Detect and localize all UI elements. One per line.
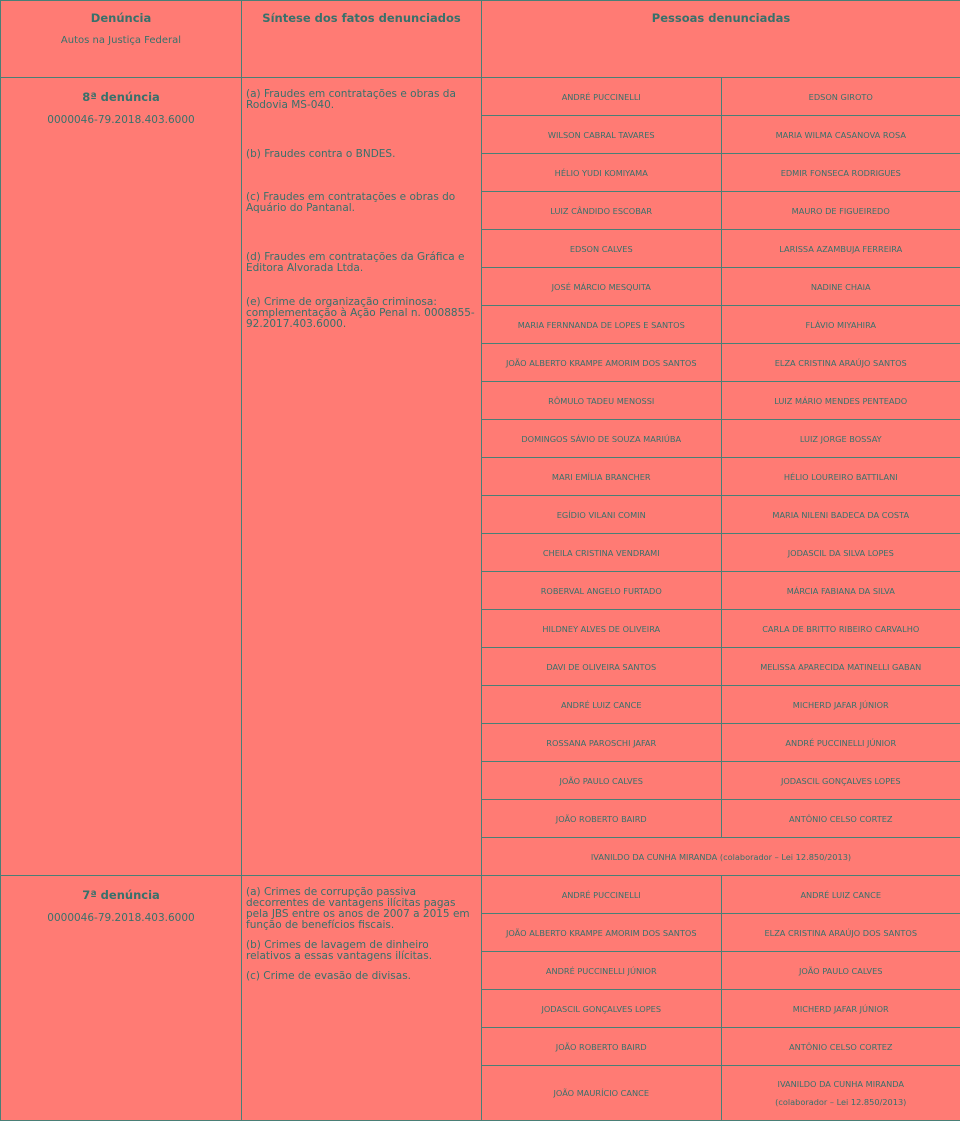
denuncia-title: 8ª denúncia: [1, 90, 241, 104]
person-name: JOÃO PAULO CALVES: [721, 952, 960, 990]
person-row: [482, 648, 960, 686]
person-row: [482, 1028, 960, 1066]
person-row: [482, 306, 960, 344]
person-name: FLÁVIO MIYAHIRA: [721, 306, 960, 344]
person-name: ELZA CRISTINA ARAÚJO SANTOS: [721, 344, 960, 382]
person-name: IVANILDO DA CUNHA MIRANDA (colaborador – Lei 12.850/2013): [482, 838, 960, 876]
denuncia-cell: [1, 876, 242, 1121]
person-name: ANDRÉ PUCCINELLI: [482, 78, 721, 116]
people-list: [482, 78, 960, 875]
collaborator-note: (colaborador – Lei 12.850/2013): [722, 1097, 960, 1107]
sintese-cell: [242, 876, 482, 1121]
person-name: NADINE CHAIA: [721, 268, 960, 306]
person-row: [482, 762, 960, 800]
person-name: LUIZ CÂNDIDO ESCOBAR: [482, 192, 721, 230]
fact-item: (b) Crimes de lavagem de dinheiro relativos a essas vantagens ilícitas.: [246, 940, 477, 962]
person-name: MAURO DE FIGUEIREDO: [721, 192, 960, 230]
person-row: [482, 382, 960, 420]
fact-item: (c) Crime de evasão de divisas.: [246, 971, 477, 982]
person-name: ANDRÉ LUIZ CANCE: [482, 686, 721, 724]
person-name: EGÍDIO VILANI COMIN: [482, 496, 721, 534]
denuncia-process: 0000046-79.2018.403.6000: [1, 114, 241, 126]
header-denuncia: [1, 1, 242, 78]
person-name: JOÃO PAULO CALVES: [482, 762, 721, 800]
denuncia-cell: [1, 78, 242, 876]
header-denuncia-title: Denúncia: [91, 11, 151, 25]
fact-item: (b) Fraudes contra o BNDES.: [246, 149, 477, 192]
person-name: ANDRÉ PUCCINELLI: [482, 876, 721, 914]
person-name: JODASCIL GONÇALVES LOPES: [721, 762, 960, 800]
person-name: LARISSA AZAMBUJA FERREIRA: [721, 230, 960, 268]
person-name: ANDRÉ PUCCINELLI JÚNIOR: [482, 952, 721, 990]
person-name: ROSSANA PAROSCHI JAFAR: [482, 724, 721, 762]
person-name: ELZA CRISTINA ARAÚJO DOS SANTOS: [721, 914, 960, 952]
person-row: [482, 230, 960, 268]
person-row: [482, 496, 960, 534]
person-name: MARI EMÍLIA BRANCHER: [482, 458, 721, 496]
person-name: HÉLIO LOUREIRO BATTILANI: [721, 458, 960, 496]
fact-item: (e) Crime de organização criminosa: complementação à Ação Penal n. 0008855-92.2017.403.6000.: [246, 297, 477, 330]
person-name: MICHERD JAFAR JÚNIOR: [721, 990, 960, 1028]
header-row: [1, 1, 960, 78]
person-name: JOÃO ROBERTO BAIRD: [482, 800, 721, 838]
person-name: HILDNEY ALVES DE OLIVEIRA: [482, 610, 721, 648]
person-name: DAVI DE OLIVEIRA SANTOS: [482, 648, 721, 686]
person-row: [482, 610, 960, 648]
person-name: MARIA WILMA CASANOVA ROSA: [721, 116, 960, 154]
person-row-footer: [482, 838, 960, 876]
person-name: CHEILA CRISTINA VENDRAMI: [482, 534, 721, 572]
person-name: ANDRÉ LUIZ CANCE: [721, 876, 960, 914]
person-name: ANDRÉ PUCCINELLI JÚNIOR: [721, 724, 960, 762]
person-name: MICHERD JAFAR JÚNIOR: [721, 686, 960, 724]
fact-item: (a) Crimes de corrupção passiva decorrentes de vantagens ilícitas pagas pela JBS entre os anos de 2007 a 2015 em função de benefícios fiscais.: [246, 887, 477, 931]
person-name: EDSON GIROTO: [721, 78, 960, 116]
header-sintese: Síntese dos fatos denunciados: [242, 1, 482, 78]
person-name: MARIA NILENI BADECA DA COSTA: [721, 496, 960, 534]
person-row: [482, 724, 960, 762]
person-name: ROBERVAL ANGELO FURTADO: [482, 572, 721, 610]
person-name: LUIZ JORGE BOSSAY: [721, 420, 960, 458]
person-row: [482, 914, 960, 952]
person-name: JODASCIL GONÇALVES LOPES: [482, 990, 721, 1028]
denuncia-process: 0000046-79.2018.403.6000: [1, 912, 241, 924]
person-row: [482, 1066, 960, 1121]
denuncia-title: 7ª denúncia: [1, 888, 241, 902]
header-pessoas: Pessoas denunciadas: [482, 1, 960, 78]
person-row: [482, 572, 960, 610]
header-denuncia-sub: Autos na Justiça Federal: [1, 35, 241, 46]
fact-item: (c) Fraudes em contratações e obras do Aquário do Pantanal.: [246, 192, 477, 252]
fact-item: (a) Fraudes em contratações e obras da Rodovia MS-040.: [246, 89, 477, 149]
person-name: RÔMULO TADEU MENOSSI: [482, 382, 721, 420]
person-name: JODASCIL DA SILVA LOPES: [721, 534, 960, 572]
person-name: JOÃO ALBERTO KRAMPE AMORIM DOS SANTOS: [482, 344, 721, 382]
person-name: CARLA DE BRITTO RIBEIRO CARVALHO: [721, 610, 960, 648]
person-row: [482, 952, 960, 990]
sintese-cell: [242, 78, 482, 876]
person-name: MÁRCIA FABIANA DA SILVA: [721, 572, 960, 610]
person-row: [482, 686, 960, 724]
person-name: MELISSA APARECIDA MATINELLI GABAN: [721, 648, 960, 686]
pessoas-cell: [482, 78, 960, 876]
person-row: [482, 876, 960, 914]
person-row: [482, 268, 960, 306]
denuncia-row-8: [1, 78, 960, 876]
person-cell-collaborator: [721, 1066, 960, 1121]
person-name: JOÃO MAURÍCIO CANCE: [482, 1066, 721, 1121]
people-list: [482, 876, 960, 1120]
person-row: [482, 420, 960, 458]
person-row: [482, 344, 960, 382]
person-name: EDSON CALVES: [482, 230, 721, 268]
person-row: [482, 800, 960, 838]
person-name: HÉLIO YUDI KOMIYAMA: [482, 154, 721, 192]
person-row: [482, 192, 960, 230]
person-name: IVANILDO DA CUNHA MIRANDA: [778, 1079, 904, 1089]
person-row: [482, 154, 960, 192]
person-name: JOÃO ALBERTO KRAMPE AMORIM DOS SANTOS: [482, 914, 721, 952]
denuncia-row-7: [1, 876, 960, 1121]
person-name: DOMINGOS SÁVIO DE SOUZA MARIÚBA: [482, 420, 721, 458]
person-name: EDMIR FONSECA RODRIGUES: [721, 154, 960, 192]
person-name: WILSON CABRAL TAVARES: [482, 116, 721, 154]
pessoas-cell: [482, 876, 960, 1121]
person-name: JOSÉ MÁRCIO MESQUITA: [482, 268, 721, 306]
fact-item: (d) Fraudes em contratações da Gráfica e Editora Alvorada Ltda.: [246, 252, 477, 297]
person-name: LUIZ MÁRIO MENDES PENTEADO: [721, 382, 960, 420]
person-name: ANTÔNIO CELSO CORTEZ: [721, 800, 960, 838]
person-row: [482, 458, 960, 496]
person-row: [482, 534, 960, 572]
person-name: MARIA FERNNANDA DE LOPES E SANTOS: [482, 306, 721, 344]
person-name: JOÃO ROBERTO BAIRD: [482, 1028, 721, 1066]
person-row: [482, 78, 960, 116]
person-row: [482, 116, 960, 154]
person-name: ANTÔNIO CELSO CORTEZ: [721, 1028, 960, 1066]
person-row: [482, 990, 960, 1028]
